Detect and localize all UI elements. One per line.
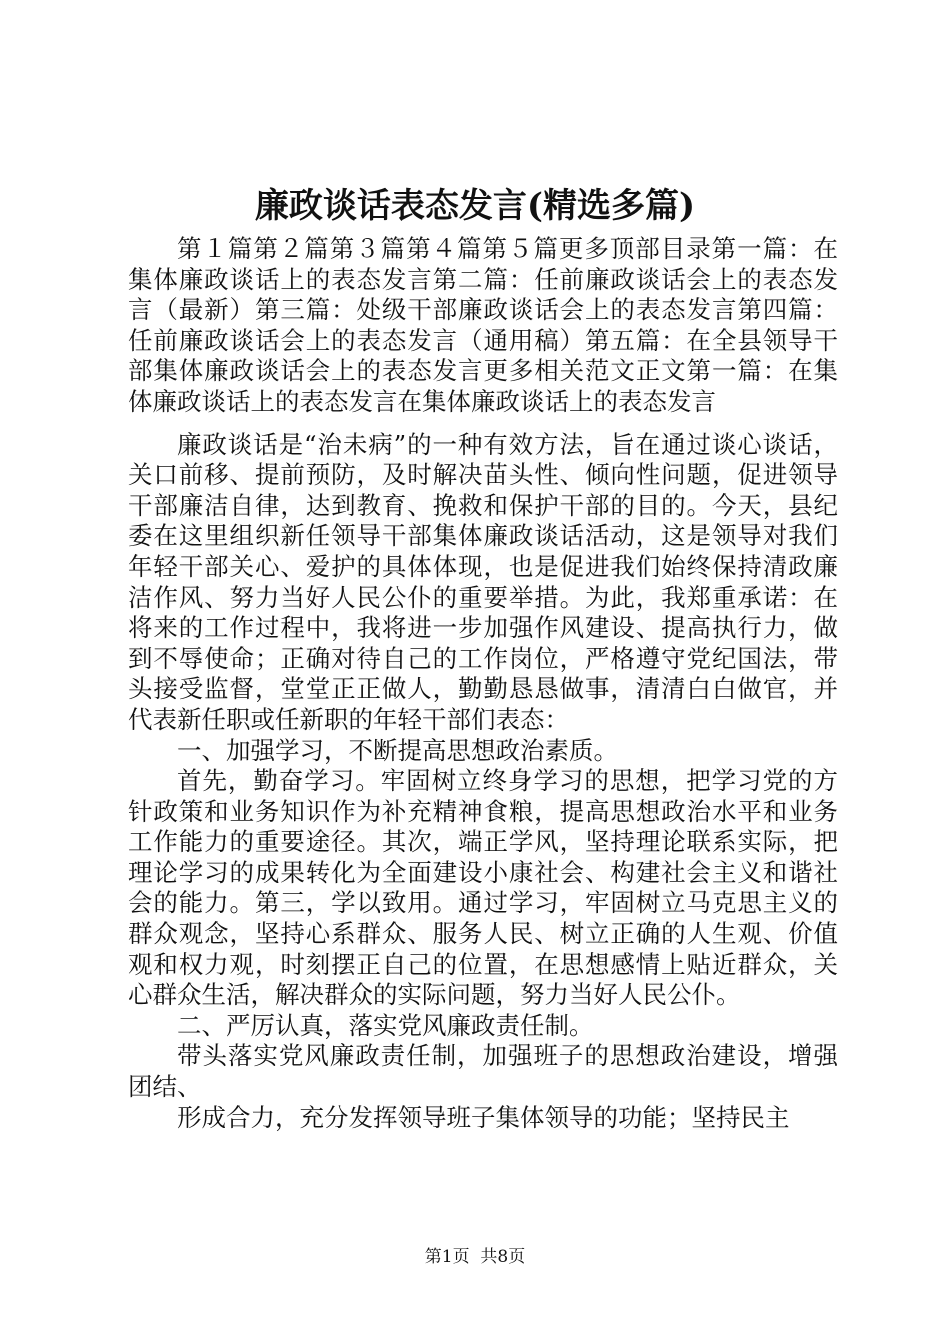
- section-heading-2: 二、严厉认真，落实党风廉政责任制。: [177, 1010, 594, 1040]
- page-total: 共8页: [480, 1247, 526, 1267]
- paragraph-study: 首先，勤奋学习。牢固树立终身学习的思想，把学习党的方针政策和业务知识作为补充精神食粮，提高思想政治水平和业务工作能力的重要途径。其次，端正学风，坚持理论联系实际，把理论学习的成果转化为全面建设小康社会、构建社会主义和谐社会的能力。第三，学以致用。通过学习，牢固树立马克思主义的群众观念，坚持心系群众、服务人民、树立正确的人生观、价值观和权力观，时刻摆正自己的位置，在思想感情上贴近群众，关心群众生活，解决群众的实际问题，努力当好人民公仆。: [128, 766, 838, 1010]
- paragraph-toc: 第１篇第２篇第３篇第４篇第５篇更多顶部目录第一篇：在集体廉政谈话上的表态发言第二篇：任前廉政谈话会上的表态发言（最新）第三篇：处级干部廉政谈话会上的表态发言第四篇：任前廉政谈话会上的表态发言（通用稿）第五篇：在全县领导干部集体廉政谈话会上的表态发言更多相关范文正文第一篇：在集体廉政谈话上的表态发言在集体廉政谈话上的表态发言: [128, 234, 838, 416]
- section-heading-1: 一、加强学习，不断提高思想政治素质。: [177, 735, 618, 765]
- paragraph-cohesion: 形成合力，充分发挥领导班子集体领导的功能；坚持民主: [177, 1102, 790, 1132]
- document-body: [128, 234, 838, 1133]
- page-number: 第1页: [424, 1247, 470, 1267]
- paragraph-responsibility: 带头落实党风廉政责任制，加强班子的思想政治建设，增强团结、: [128, 1041, 838, 1102]
- paragraph-intro: 廉政谈话是“治未病”的一种有效方法，旨在通过谈心谈话，关口前移、提前预防，及时解决苗头性、倾向性问题，促进领导干部廉洁自律，达到教育、挽救和保护干部的目的。今天，县纪委在这里组织新任领导干部集体廉政谈话活动，这是领导对我们年轻干部关心、爱护的具体体现，也是促进我们始终保持清政廉洁作风、努力当好人民公仆的重要举措。为此，我郑重承诺：在将来的工作过程中，我将进一步加强作风建设、提高执行力，做到不辱使命；正确对待自己的工作岗位，严格遵守党纪国法，带头接受监督，堂堂正正做人，勤勤恳恳做事，清清白白做官，并代表新任职或任新职的年轻干部们表态：: [128, 429, 838, 734]
- document-title: 廉政谈话表态发言(精选多篇): [254, 186, 696, 226]
- page-footer: [0, 1246, 950, 1268]
